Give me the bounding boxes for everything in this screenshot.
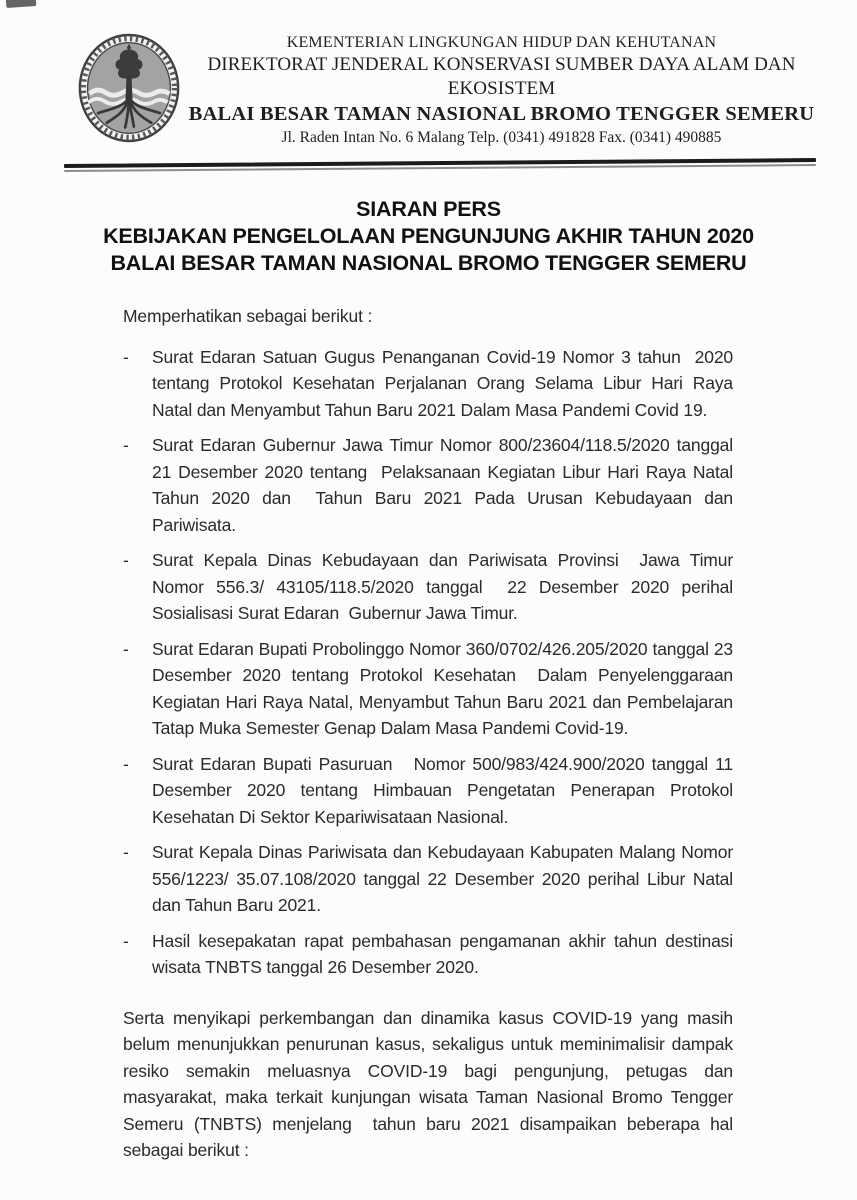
title-line-3: BALAI BESAR TAMAN NASIONAL BROMO TENGGER SEMERU: [110, 251, 747, 275]
letter-content: [123, 303, 743, 1164]
list-item-text: Surat Edaran Bupati Pasuruan Nomor 500/983/424.900/2020 tanggal 11 Desember 2020 tentang Himbauan Pengetatan Penerapan Protokol Kesehatan Di Sektor Kepariwisataan Nasional.: [152, 753, 738, 827]
letterhead-text: [182, 30, 815, 148]
title-line-2: KEBIJAKAN PENGELOLAAN PENGUNJUNG AKHIR TAHUN 2020: [103, 224, 754, 248]
document-title: [0, 196, 857, 277]
list-item-text: Surat Kepala Dinas Pariwisata dan Kebudayaan Kabupaten Malang Nomor 556/1223/ 35.07.108/2020 tanggal 22 Desember 2020 perihal Libur Natal dan Tahun Baru 2021.: [152, 842, 738, 915]
list-item-text: Hasil kesepakatan rapat pembahasan pengamanan akhir tahun destinasi wisata TNBTS tanggal 26 Desember 2020.: [152, 930, 738, 977]
list-item-text: Surat Edaran Satuan Gugus Penanganan Covid-19 Nomor 3 tahun 2020 tentang Protokol Kesehatan Perjalanan Orang Selama Libur Hari Raya Natal dan Menyambut Tahun Baru 2021 Dalam Masa Pandemi Covid 19.: [152, 346, 738, 420]
office-address: Jl. Raden Intan No. 6 Malang Telp. (0341) 491828 Fax. (0341) 490885: [281, 129, 722, 146]
list-item-text: Surat Kepala Dinas Kebudayaan dan Pariwisata Provinsi Jawa Timur Nomor 556.3/ 43105/118.5/2020 tanggal 22 Desember 2020 perihal Sosialisasi Surat Edaran Gubernur Jawa Timur.: [152, 550, 738, 623]
ministry-name: KEMENTERIAN LINGKUNGAN HIDUP DAN KEHUTANAN: [286, 34, 717, 51]
list-item: [123, 751, 738, 831]
bullet-dash: -: [123, 638, 129, 659]
list-item: [123, 636, 743, 742]
list-item: [123, 547, 738, 627]
list-item: [123, 928, 738, 981]
bullet-dash: -: [123, 753, 129, 774]
reference-list: [123, 344, 743, 981]
list-item: [123, 344, 738, 424]
letterhead: [0, 0, 857, 149]
intro-line: Memperhatikan sebagai berikut :: [123, 306, 373, 326]
list-item: [123, 839, 738, 919]
office-name: BALAI BESAR TAMAN NASIONAL BROMO TENGGER SEMERU: [188, 103, 815, 125]
list-item-text: Surat Edaran Bupati Probolinggo Nomor 360/0702/426.205/2020 tanggal 23 Desember 2020 tentang Protokol Kesehatan Dalam Penyelenggaraan Kegiatan Hari Raya Natal, Menyambut Tahun Baru 2021 dan Pembelajaran Tatap Muka Semester Genap Dalam Masa Pandemi Covid-19.: [152, 638, 743, 738]
document-body: [0, 196, 857, 1164]
bullet-dash: -: [123, 930, 129, 951]
title-line-1: SIARAN PERS: [356, 197, 501, 221]
list-item: [123, 432, 738, 538]
bullet-dash: -: [123, 346, 129, 367]
bullet-dash: -: [123, 550, 129, 570]
ministry-forestry-logo-icon: [76, 32, 182, 149]
closing-paragraph: Serta menyikapi perkembangan dan dinamika kasus COVID-19 yang masih belum menunjukkan penurunan kasus, sekaligus untuk meminimalisir dampak resiko semakin meluasnya COVID-19 bagi pengunjung, petugas dan masyarakat, maka terkait kunjungan wisata Taman Nasional Bromo Tengger Semeru (TNBTS) menjelang tahun baru 2021 disampaikan beberapa hal sebagai berikut :: [123, 1007, 738, 1160]
header-divider: [64, 158, 816, 172]
list-item-text: Surat Edaran Gubernur Jawa Timur Nomor 800/23604/118.5/2020 tanggal 21 Desember 2020 tentang Pelaksanaan Kegiatan Libur Hari Raya Natal Tahun 2020 dan Tahun Baru 2021 Pada Urusan Kebudayaan dan Pariwisata.: [152, 435, 738, 535]
directorate-name: DIREKTORAT JENDERAL KONSERVASI SUMBER DAYA ALAM DAN EKOSISTEM: [207, 54, 796, 99]
bullet-dash: -: [123, 435, 129, 455]
bullet-dash: -: [123, 842, 129, 862]
